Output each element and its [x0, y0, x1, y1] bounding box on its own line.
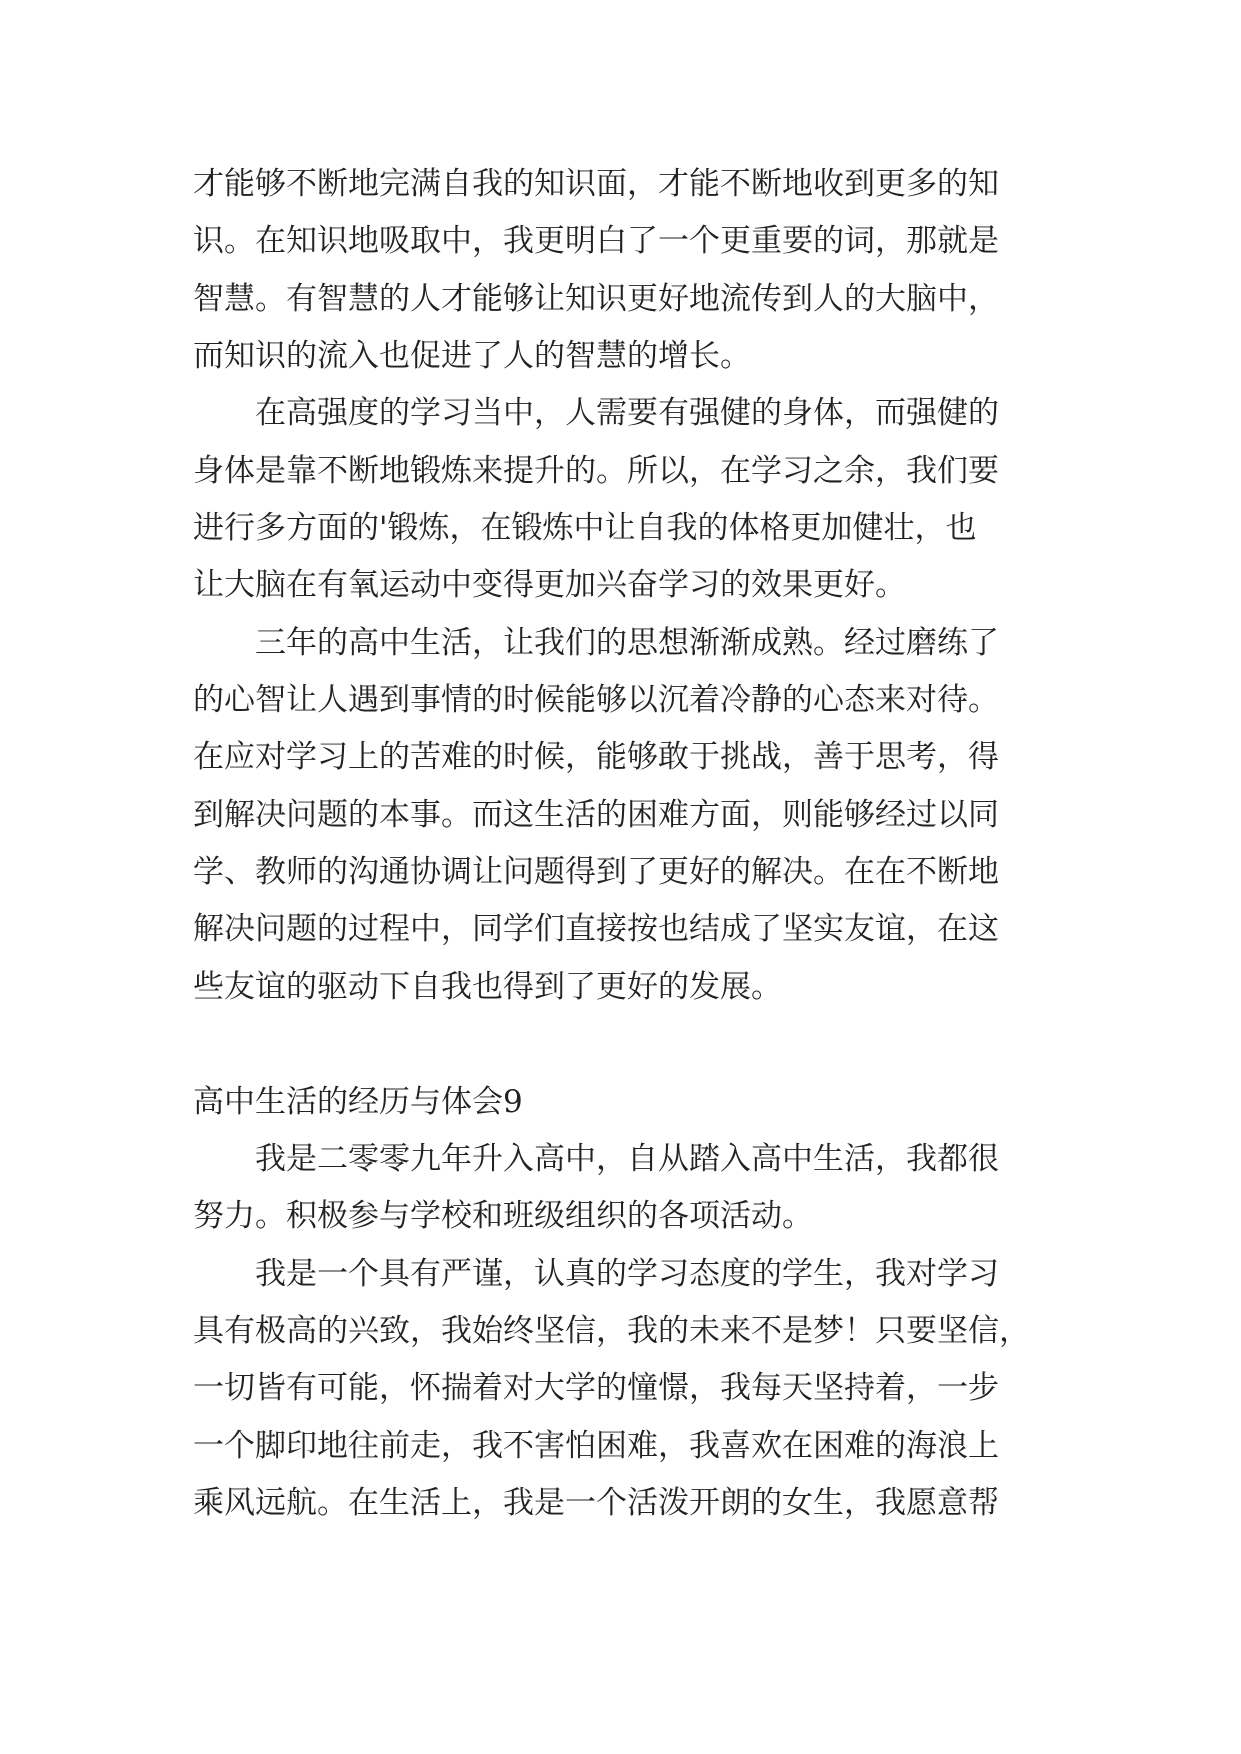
text-line: 解决问题的过程中，同学们直接按也结成了坚实友谊，在这 [193, 911, 999, 947]
text-line: 识。在知识地吸取中，我更明白了一个更重要的词，那就是 [193, 223, 999, 259]
section-heading: 高中生活的经历与体会9 [193, 1084, 523, 1120]
text-line: 到解决问题的本事。而这生活的困难方面，则能够经过以同 [193, 797, 999, 833]
text-line: 一切皆有可能，怀揣着对大学的憧憬，我每天坚持着，一步 [193, 1370, 999, 1406]
text-line: 学、教师的沟通协调让问题得到了更好的解决。在在不断地 [193, 854, 999, 890]
text-line: 努力。积极参与学校和班级组织的各项活动。 [193, 1198, 813, 1234]
text-line: 进行多方面的'锻炼，在锻炼中让自我的体格更加健壮，也 [193, 510, 977, 546]
text-line: 而知识的流入也促进了人的智慧的增长。 [193, 338, 751, 374]
text-line: 智慧。有智慧的人才能够让知识更好地流传到人的大脑中， [193, 281, 999, 317]
paragraph-first-line: 在高强度的学习当中，人需要有强健的身体，而强健的 [255, 395, 999, 431]
paragraph-first-line: 我是二零零九年升入高中，自从踏入高中生活，我都很 [255, 1141, 999, 1177]
text-line: 身体是靠不断地锻炼来提升的。所以，在学习之余，我们要 [193, 453, 999, 489]
text-line: 的心智让人遇到事情的时候能够以沉着冷静的心态来对待。 [193, 682, 999, 718]
paragraph-first-line: 三年的高中生活，让我们的思想渐渐成熟。经过磨练了 [255, 625, 999, 661]
text-line: 才能够不断地完满自我的知识面，才能不断地收到更多的知 [193, 166, 999, 202]
text-line: 让大脑在有氧运动中变得更加兴奋学习的效果更好。 [193, 567, 906, 603]
text-line: 乘风远航。在生活上，我是一个活泼开朗的女生，我愿意帮 [193, 1485, 999, 1521]
text-line: 在应对学习上的苦难的时候，能够敢于挑战，善于思考，得 [193, 739, 999, 775]
text-line: 一个脚印地往前走，我不害怕困难，我喜欢在困难的海浪上 [193, 1428, 999, 1464]
paragraph-first-line: 我是一个具有严谨，认真的学习态度的学生，我对学习 [255, 1256, 999, 1292]
text-line: 具有极高的兴致，我始终坚信，我的未来不是梦！只要坚信， [193, 1313, 1030, 1349]
text-line: 些友谊的驱动下自我也得到了更好的发展。 [193, 969, 782, 1005]
